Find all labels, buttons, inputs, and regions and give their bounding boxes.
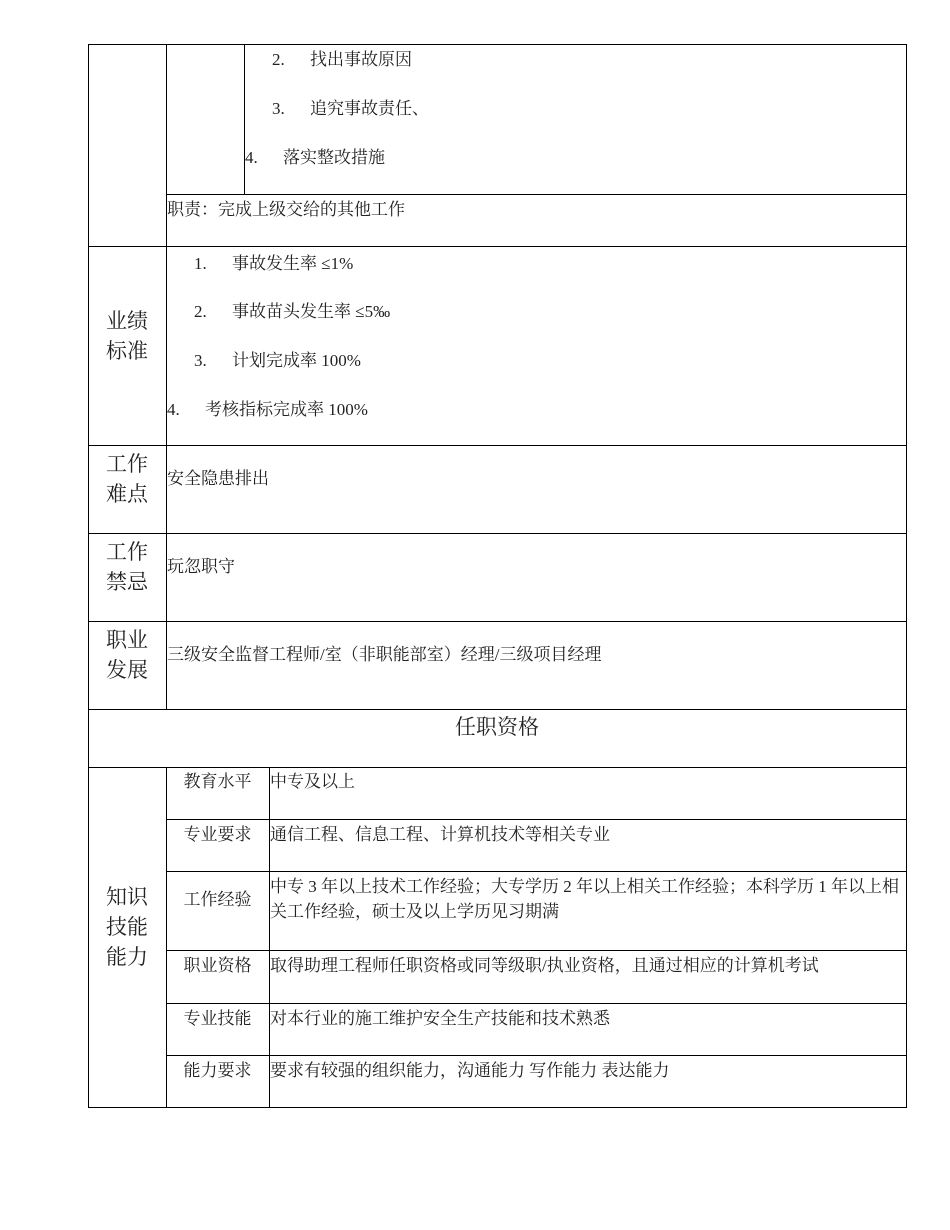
qualifications-label: 知识 技能 能力 xyxy=(106,885,148,969)
performance-label: 业绩 标准 xyxy=(106,309,148,363)
qualifications-header: 任职资格 xyxy=(455,715,539,739)
taboo-text: 玩忽职守 xyxy=(167,557,235,576)
career-label: 职业 发展 xyxy=(106,628,148,682)
list-item: 2. 事故苗头发生率 ≤5‰ xyxy=(194,302,391,321)
difficulty-label: 工作 难点 xyxy=(106,452,148,506)
row-label-skills: 专业技能 xyxy=(183,1009,252,1028)
row-value-abilities: 要求有较强的组织能力，沟通能力 写作能力 表达能力 xyxy=(270,1061,670,1080)
row-value-certification: 取得助理工程师任职资格或同等级职/执业资格，且通过相应的计算机考试 xyxy=(270,956,819,975)
career-text: 三级安全监督工程师/室（非职能部室）经理/三级项目经理 xyxy=(167,645,602,664)
row-value-skills: 对本行业的施工维护安全生产技能和技术熟悉 xyxy=(270,1009,610,1028)
row-label-major: 专业要求 xyxy=(183,825,252,844)
list-item: 2. 找出事故原因 xyxy=(272,50,412,69)
row-label-certification: 职业资格 xyxy=(183,956,252,975)
row-value-major: 通信工程、信息工程、计算机技术等相关专业 xyxy=(270,825,610,844)
difficulty-text: 安全隐患排出 xyxy=(167,469,269,488)
list-item: 3. 计划完成率 100% xyxy=(194,351,361,370)
row-label-experience: 工作经验 xyxy=(183,890,252,909)
list-item: 1. 事故发生率 ≤1% xyxy=(194,254,354,273)
taboo-label: 工作 禁忌 xyxy=(106,540,148,594)
duty-text: 职责：完成上级交给的其他工作 xyxy=(167,200,405,219)
list-item: 4. 考核指标完成率 100% xyxy=(167,400,368,419)
row-label-abilities: 能力要求 xyxy=(183,1061,252,1080)
row-label-education: 教育水平 xyxy=(183,772,252,791)
list-item: 4. 落实整改措施 xyxy=(245,148,385,167)
list-item: 3. 追究事故责任、 xyxy=(272,99,429,118)
row-value-experience: 中专 3 年以上技术工作经验；大专学历 2 年以上相关工作经验；本科学历 1 年以上相关工作经验，硕士及以上学历见习期满 xyxy=(270,877,899,921)
row-value-education: 中专及以上 xyxy=(270,772,355,791)
